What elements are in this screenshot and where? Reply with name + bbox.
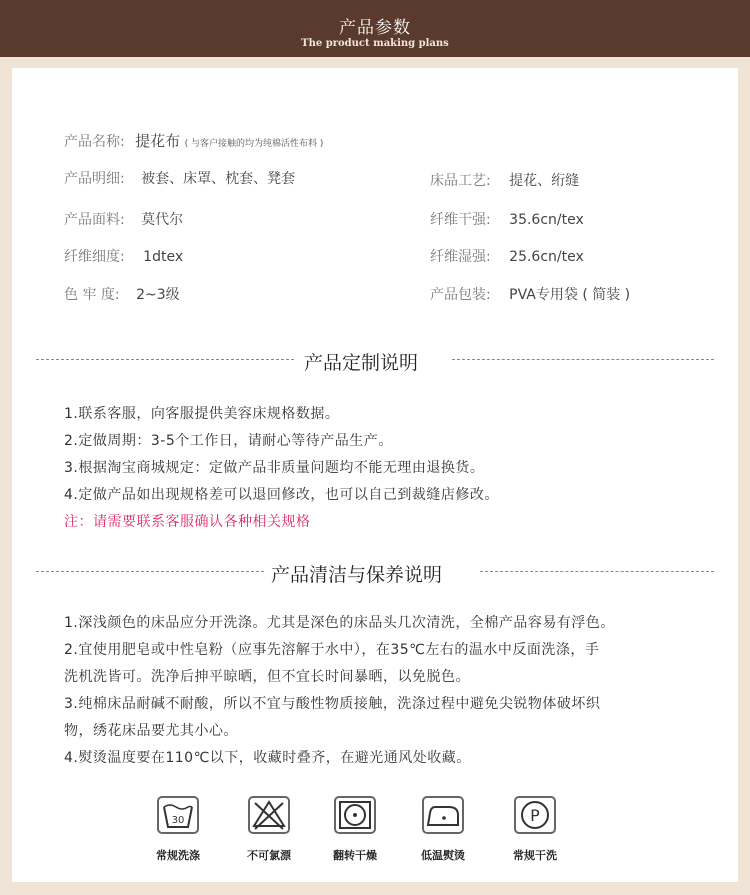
header-subtitle: The product making plans (301, 38, 449, 49)
spec-craft-label: 床品工艺: (430, 173, 491, 189)
custom-section-title (0, 348, 750, 372)
divider-left (36, 359, 294, 360)
spec-wet-value: 25.6cn/tex (509, 249, 584, 265)
divider-right (452, 359, 714, 360)
bleach-label: 不可氯漂 (247, 849, 291, 862)
spec-wet (430, 246, 584, 266)
spec-color-value: 2~3级 (136, 287, 180, 303)
low-iron-icon (413, 793, 473, 862)
spec-fabric-value: 莫代尔 (141, 212, 184, 228)
iron-label: 低温熨烫 (421, 849, 465, 862)
dry-clean-letter: P (530, 806, 540, 825)
care-line-4: 3.纯棉床品耐碱不耐酸，所以不宜与酸性物质接触，洗涤过程中避免尖锐物体破坏织 (64, 696, 601, 712)
dry-label: 翻转干燥 (333, 849, 377, 862)
spec-name (64, 130, 323, 151)
care-line-6: 4.熨烫温度要在110℃以下，收藏时叠齐，在避光通风处收藏。 (64, 750, 471, 766)
spec-detail-label: 产品明细: (64, 171, 125, 187)
custom-line-2: 2.定做周期：3-5个工作日，请耐心等待产品生产。 (64, 433, 393, 449)
spec-craft (430, 170, 579, 190)
wash-temp-text: 30 (171, 815, 185, 826)
spec-fabric (64, 209, 183, 229)
custom-line-3: 3.根据淘宝商城规定：定做产品非质量问题均不能无理由退换货。 (64, 460, 485, 476)
custom-note: 注：请需要联系客服确认各种相关规格 (64, 514, 311, 530)
dry-clean-p-icon (505, 793, 565, 862)
spec-name-label: 产品名称: (64, 134, 125, 150)
custom-line-4: 4.定做产品如出现规格差可以退回修改，也可以自己到裁缝店修改。 (64, 487, 499, 503)
care-section-title (0, 560, 750, 584)
spec-dry-value: 35.6cn/tex (509, 212, 584, 228)
care-line-3: 洗机洗皆可。洗净后抻平晾晒，但不宜长时间暴晒，以免脱色。 (64, 669, 470, 685)
spec-pack-label: 产品包装: (430, 287, 491, 303)
spec-dry-label: 纤维干强: (430, 212, 491, 228)
care-line-2: 2.宜使用肥皂或中性皂粉（应事先溶解于水中），在35℃左右的温水中反面洗涤，手 (64, 642, 600, 658)
wash-30-icon (148, 793, 208, 862)
wash-label: 常规洗涤 (156, 849, 200, 862)
spec-dry (430, 209, 584, 229)
spec-fineness-label: 纤维细度: (64, 249, 125, 265)
spec-detail-value: 被套、床罩、枕套、凳套 (141, 171, 296, 187)
care-line-1: 1.深浅颜色的床品应分开洗涤。尤其是深色的床品头几次清洗，全棉产品容易有浮色。 (64, 615, 615, 631)
spec-name-value: 提花布 (135, 132, 181, 150)
spec-pack-value: PVA专用袋 ( 简装 ) (509, 287, 631, 303)
spec-name-note: ( 与客户接触的均为纯棉活性布料 ) (184, 139, 324, 149)
divider-right (480, 571, 714, 572)
no-bleach-icon (239, 793, 299, 862)
spec-color (64, 284, 180, 304)
spec-fabric-label: 产品面料: (64, 212, 125, 228)
custom-line-1: 1.联系客服，向客服提供美容床规格数据。 (64, 406, 340, 422)
care-title-text: 产品清洁与保养说明 (265, 560, 448, 587)
spec-fineness-value: 1dtex (143, 249, 184, 265)
divider-left (36, 571, 264, 572)
spec-fineness (64, 246, 183, 266)
spec-detail (64, 168, 295, 188)
spec-wet-label: 纤维湿强: (430, 249, 491, 265)
header-title: 产品参数 (339, 18, 411, 38)
custom-title-text: 产品定制说明 (298, 348, 424, 375)
dry-clean-label: 常规干洗 (513, 849, 557, 862)
spec-craft-value: 提花、绗缝 (509, 173, 580, 189)
header-bar (0, 0, 750, 57)
care-line-5: 物，绣花床品要尤其小心。 (64, 723, 238, 739)
tumble-dry-icon (325, 793, 385, 862)
spec-color-label: 色 牢 度: (64, 287, 120, 303)
spec-pack (430, 284, 630, 304)
